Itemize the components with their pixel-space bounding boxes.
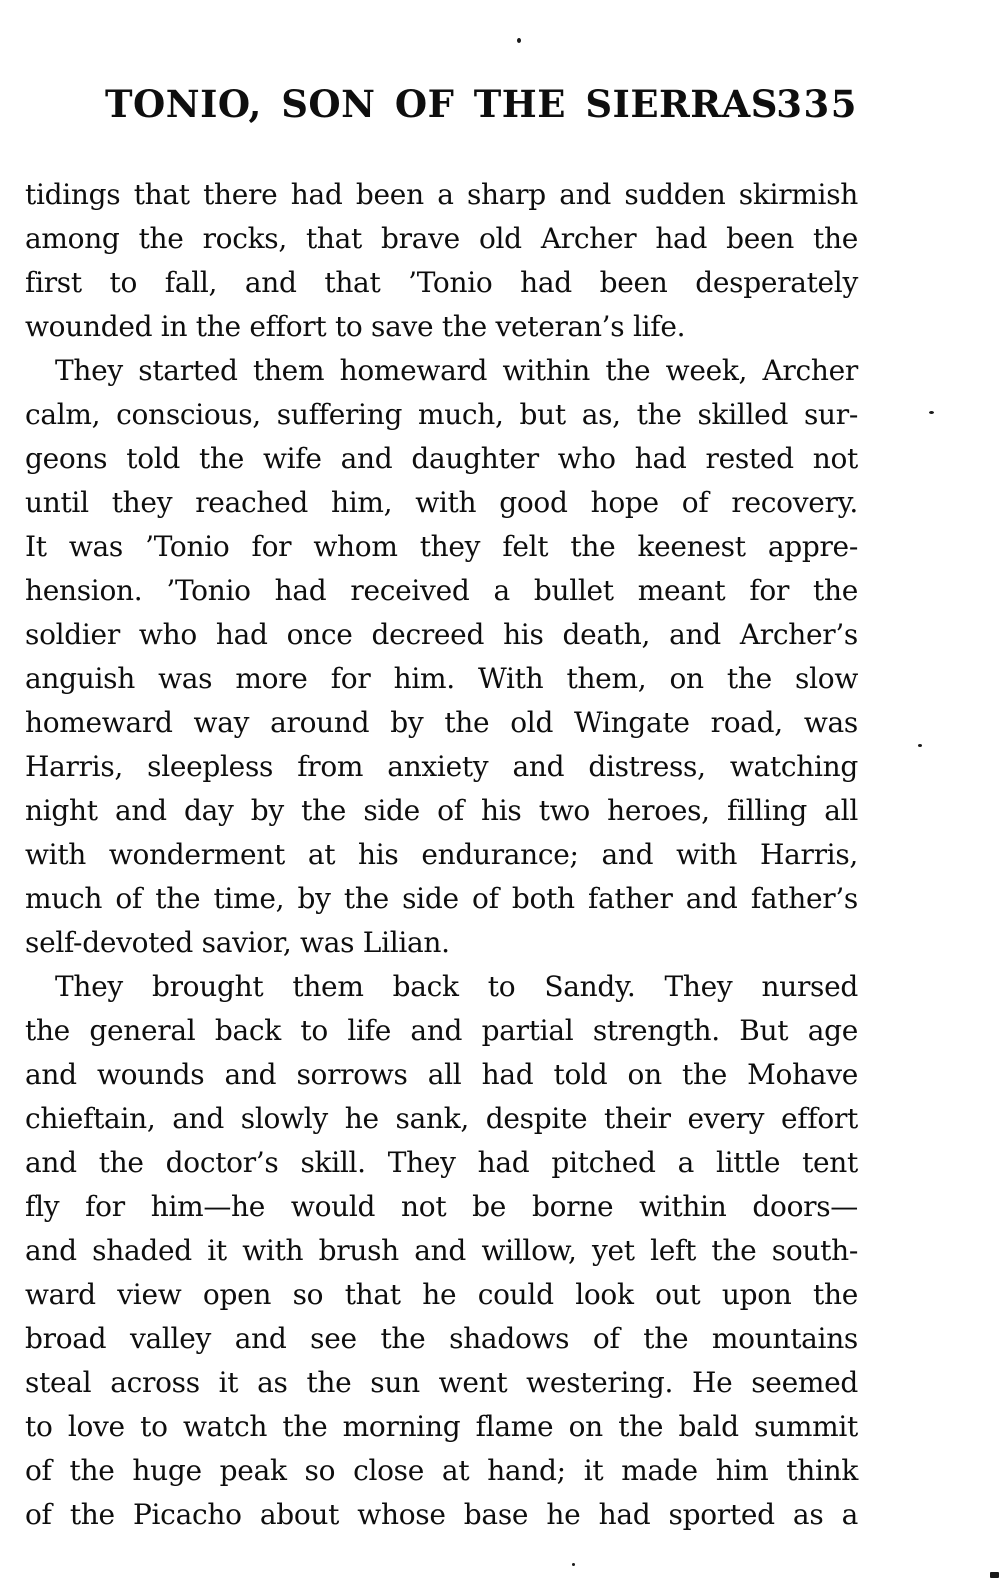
text-line: geons told the wife and daughter who had rested not	[25, 442, 858, 475]
page-body	[25, 173, 858, 1537]
text-line: homeward way around by the old Wingate road, was	[25, 706, 858, 739]
text-line: fly for him—he would not be borne within doors—	[25, 1190, 858, 1223]
text-line: soldier who had once decreed his death, and Archer’s	[25, 618, 858, 651]
scan-speck	[990, 1572, 999, 1578]
scan-speck	[918, 744, 922, 747]
text-line: Harris, sleepless from anxiety and distress, watching	[25, 750, 858, 783]
text-line: with wonderment at his endurance; and with Harris,	[25, 838, 858, 871]
text-line: They started them homeward within the week, Archer	[55, 354, 858, 387]
text-line: chieftain, and slowly he sank, despite their every effort	[25, 1102, 858, 1135]
running-head	[25, 82, 858, 128]
scan-speck	[929, 411, 934, 414]
text-line: and wounds and sorrows all had told on the Mohave	[25, 1058, 858, 1091]
page-title: TONIO, SON OF THE SIERRAS	[105, 82, 778, 126]
text-line: until they reached him, with good hope of recovery.	[25, 486, 858, 519]
text-line: night and day by the side of his two heroes, filling all	[25, 794, 858, 827]
text-line: wounded in the effort to save the veteran’s life.	[25, 310, 686, 343]
text-line: anguish was more for him. With them, on the slow	[25, 662, 858, 695]
text-line: They brought them back to Sandy. They nursed	[55, 970, 858, 1003]
text-line: of the Picacho about whose base he had sported as a	[25, 1498, 858, 1531]
text-line: and shaded it with brush and willow, yet left the south-	[25, 1234, 858, 1267]
text-line: first to fall, and that ’Tonio had been desperately	[25, 266, 858, 299]
text-line: broad valley and see the shadows of the mountains	[25, 1322, 858, 1355]
text-line: ward view open so that he could look out upon the	[25, 1278, 858, 1311]
text-line: of the huge peak so close at hand; it made him think	[25, 1454, 858, 1487]
text-line: steal across it as the sun went westering. He seemed	[25, 1366, 858, 1399]
text-line: the general back to life and partial strength. But age	[25, 1014, 858, 1047]
text-line: tidings that there had been a sharp and sudden skirmish	[25, 178, 858, 211]
text-line: It was ’Tonio for whom they felt the keenest appre-	[25, 530, 858, 563]
text-line: calm, conscious, suffering much, but as, the skilled sur-	[25, 398, 858, 431]
page-number: 335	[776, 82, 858, 126]
scan-speck	[517, 38, 521, 43]
text-line: to love to watch the morning flame on the bald summit	[25, 1410, 858, 1443]
scan-speck	[572, 1563, 575, 1566]
text-line: among the rocks, that brave old Archer had been the	[25, 222, 858, 255]
text-line: and the doctor’s skill. They had pitched a little tent	[25, 1146, 858, 1179]
text-line: hension. ’Tonio had received a bullet meant for the	[25, 574, 858, 607]
text-line: much of the time, by the side of both father and father’s	[25, 882, 858, 915]
text-line: self-devoted savior, was Lilian.	[25, 926, 450, 959]
